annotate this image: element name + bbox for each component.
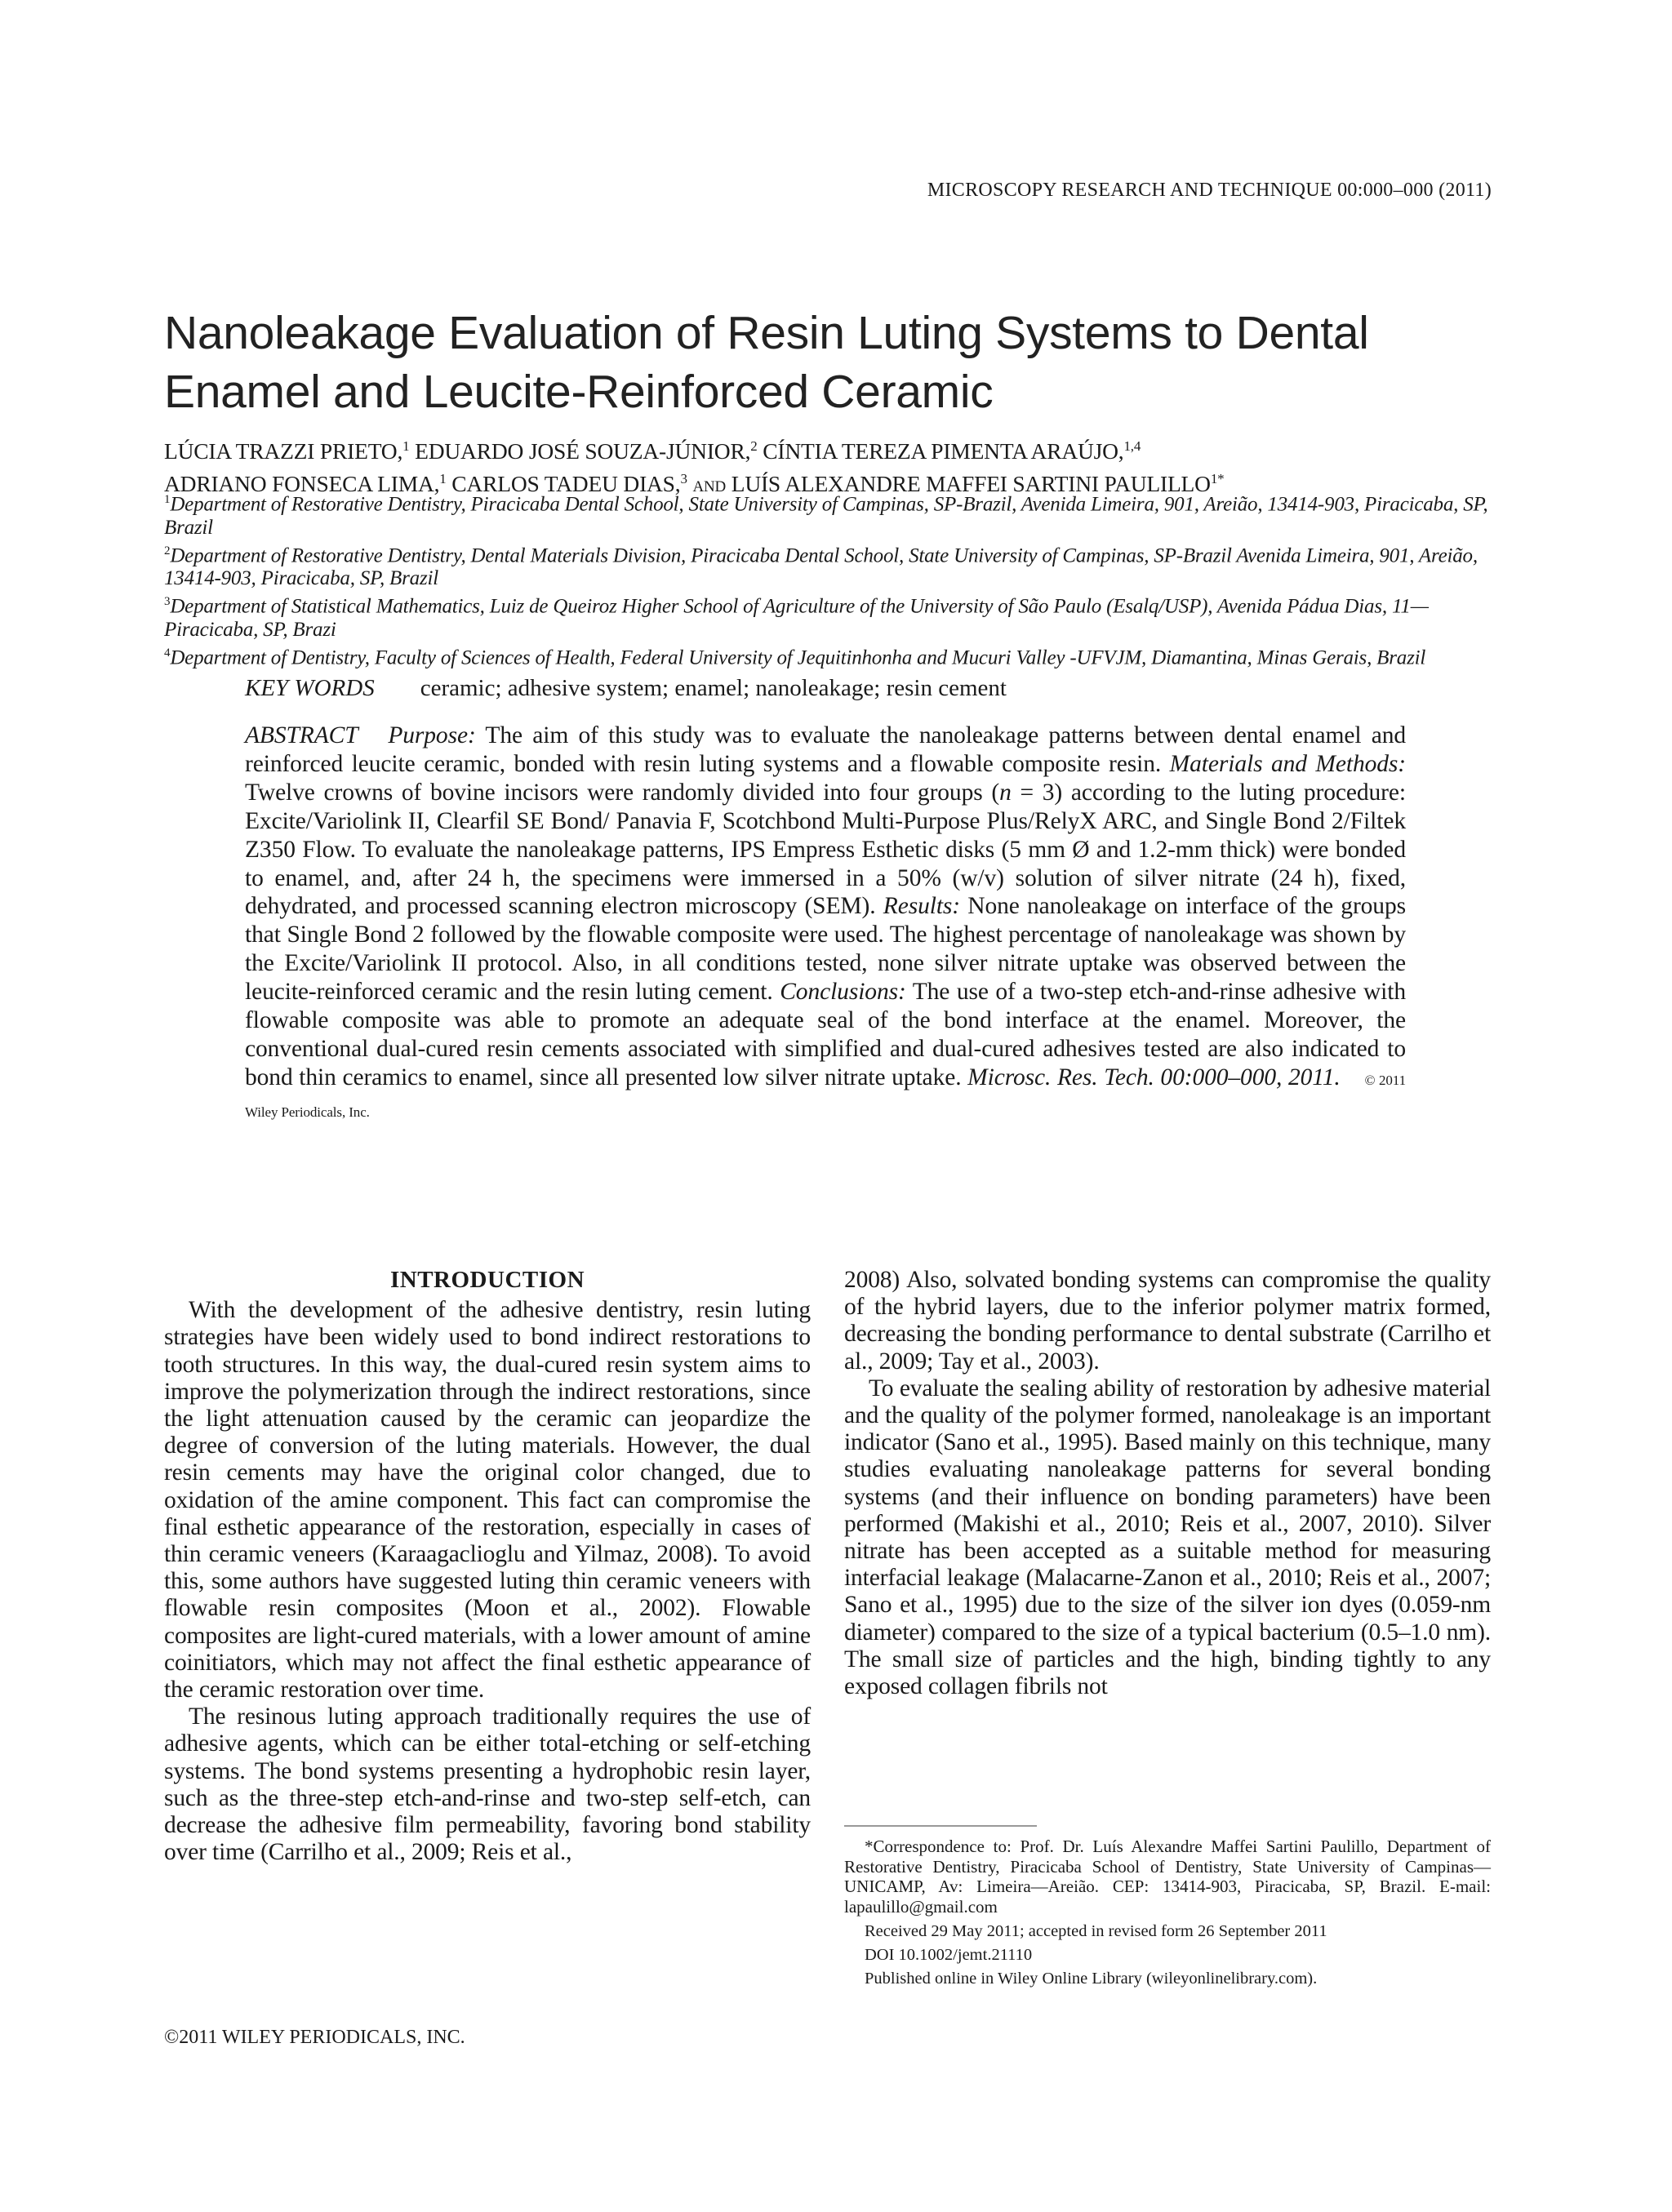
affiliation-text: Department of Dentistry, Faculty of Sciences of Health, Federal University of Jequitinhonha and Mucuri Valley -UFVJM, Diamantina, Minas Gerais, Brazil bbox=[170, 646, 1426, 669]
footnote bbox=[844, 1837, 1491, 1991]
affiliation-number: 4 bbox=[164, 646, 171, 660]
author-affiliation-mark: 1 bbox=[402, 438, 410, 454]
abstract-label: ABSTRACT bbox=[245, 722, 358, 748]
correspondence: *Correspondence to: Prof. Dr. Luís Alexandre Maffei Sartini Paulillo, Department of Restorative Dentistry, Piracicaba School of Dentistry, State University of Campinas—UNICAMP, Av: Limeira—Areião. CEP: 13414-903, Piracicaba, SP, Brazil. E-mail: lapaulillo@gmail.com bbox=[844, 1837, 1491, 1917]
article-title: Nanoleakage Evaluation of Resin Luting Systems to Dental Enamel and Leucite-Reinforced Ceramic bbox=[164, 307, 1369, 418]
right-column bbox=[844, 1267, 1491, 1700]
affiliation-number: 3 bbox=[164, 595, 171, 609]
affiliation-text: Department of Restorative Dentistry, Piracicaba Dental School, State University of Campinas, SP-Brazil, Avenida Limeira, 901, Areião, 13414-903, Piracicaba, SP, Brazil bbox=[164, 493, 1488, 539]
paragraph: The resinous luting approach traditionally requires the use of adhesive agents, which can be either total-etching or self-etching systems. The bond systems presenting a hydrophobic resin layer, such as the three-step etch-and-rinse and two-step self-etch, can decrease the adhesive film permeability, favoring bond stability over time (Carrilho et al., 2009; Reis et al., bbox=[164, 1703, 811, 1866]
author-affiliation-mark: 1* bbox=[1210, 471, 1225, 487]
paragraph: With the development of the adhesive dentistry, resin luting strategies have been widely used to bond indirect restorations to tooth structures. In this way, the dual-cured resin system aims to improve the polymerization through the indirect restorations, since the light attenuation caused by the ceramic can jeopardize the degree of conversion of the luting materials. However, the dual resin cements may have the original color changed, due to oxidation of the amine component. This fact can compromise the final esthetic appearance of the restoration, especially in cases of thin ceramic veneers (Karaagaclioglu and Yilmaz, 2008). To avoid this, some authors have suggested luting thin ceramic veneers with flowable resin composites (Moon et al., 2002). Flowable composites are light-cured materials, with a lower amount of amine coinitiators, which may not affect the final esthetic appearance of the ceramic restoration over time. bbox=[164, 1297, 811, 1703]
author-affiliation-mark: 1,4 bbox=[1123, 438, 1141, 454]
author-affiliation-mark: 1 bbox=[439, 471, 447, 487]
abstract-purpose: The aim of this study was to evaluate the nanoleakage patterns between dental enamel and reinforced leucite ceramic, bonded with resin luting systems and a flowable composite resin. bbox=[245, 722, 1406, 777]
results-label: Results: bbox=[883, 893, 961, 920]
keywords-text: ceramic; adhesive system; enamel; nanoleakage; resin cement bbox=[420, 675, 1007, 701]
affiliation bbox=[164, 642, 1503, 670]
received-dates: Received 29 May 2011; accepted in revised form 26 September 2011 bbox=[865, 1922, 1327, 1940]
abstract-n-symbol: n bbox=[999, 779, 1012, 806]
authors-and: AND bbox=[692, 478, 727, 496]
author: ADRIANO FONSECA LIMA, bbox=[164, 471, 440, 497]
running-head: MICROSCOPY RESEARCH AND TECHNIQUE 00:000–000 (2011) bbox=[927, 180, 1492, 201]
page-footer-copyright: ©2011 WILEY PERIODICALS, INC. bbox=[164, 2027, 465, 2048]
affiliation-text: Department of Restorative Dentistry, Dental Materials Division, Piracicaba Dental School, State University of Campinas, SP-Brazil Avenida Limeira, 901, Areião, 13414-903, Piracicaba, SP, Brazil bbox=[164, 544, 1478, 590]
abstract-conclusions: The use of a two-step etch-and-rinse adhesive with flowable composite was able to promote an adequate seal of the bond interface at the enamel. Moreover, the conventional dual-cured resin cements associated with simplified and dual-cured adhesives tested are also indicated to bond thin ceramics to enamel, since all presented low silver nitrate uptake. bbox=[245, 979, 1407, 1090]
affiliation bbox=[164, 488, 1503, 540]
author-affiliation-mark: 3 bbox=[680, 471, 687, 487]
affiliations bbox=[164, 488, 1503, 670]
keywords-label: KEY WORDS bbox=[245, 675, 375, 701]
conclusions-label: Conclusions: bbox=[780, 979, 906, 1006]
abstract-methods: = 3) according to the luting procedure: Excite/Variolink II, Clearfil SE Bond/ Panavia F, Scotchbond Multi-Purpose Plus/RelyX ARC, and Single Bond 2/Filtek Z350 Flow. To evaluate the nanoleakage patterns, IPS Empress Esthetic disks (5 mm Ø and 1.2-mm thick) were bonded to enamel, and, after 24 h, the specimens were immersed in a 50% (w/v) solution of silver nitrate (24 h), fixed, dehydrated, and processed scanning electron microscopy (SEM). bbox=[245, 779, 1406, 920]
doi: DOI 10.1002/jemt.21110 bbox=[865, 1946, 1033, 1964]
section-heading: INTRODUCTION bbox=[389, 1267, 585, 1293]
purpose-label: Purpose: bbox=[388, 722, 476, 748]
keywords bbox=[245, 675, 1007, 702]
affiliation-number: 2 bbox=[164, 544, 171, 557]
abstract-methods: Twelve crowns of bovine incisors were randomly divided into four groups ( bbox=[245, 779, 1000, 806]
abstract-copyright: © 2011 Wiley Periodicals, Inc. bbox=[245, 1072, 1406, 1120]
author: CARLOS TADEU DIAS, bbox=[451, 471, 681, 497]
author: CÍNTIA TEREZA PIMENTA ARAÚJO, bbox=[763, 438, 1124, 464]
footnote-divider bbox=[844, 1825, 1037, 1827]
methods-label: Materials and Methods: bbox=[1169, 750, 1406, 777]
author: LUÍS ALEXANDRE MAFFEI SARTINI PAULILLO bbox=[731, 471, 1211, 497]
author: LÚCIA TRAZZI PRIETO, bbox=[164, 438, 403, 464]
author-affiliation-mark: 2 bbox=[750, 438, 758, 454]
affiliation-text: Department of Statistical Mathematics, Luiz de Queiroz Higher School of Agriculture of the University of São Paulo (Esalq/USP), Avenida Pádua Dias, 11—Piracicaba, SP, Brazi bbox=[164, 595, 1429, 641]
left-column bbox=[164, 1267, 811, 1866]
affiliation bbox=[164, 590, 1503, 642]
paragraph: 2008) Also, solvated bonding systems can compromise the quality of the hybrid layers, due to the inferior polymer matrix formed, decreasing the bonding performance to dental substrate (Carrilho et al., 2009; Tay et al., 2003). bbox=[844, 1267, 1491, 1375]
paragraph: To evaluate the sealing ability of restoration by adhesive material and the quality of the polymer formed, nanoleakage is an important indicator (Sano et al., 1995). Based mainly on this technique, many studies evaluating nanoleakage patterns for several bonding systems (and their influence on bonding parameters) have been performed (Makishi et al., 2010; Reis et al., 2007, 2010). Silver nitrate has been accepted as a suitable method for measuring interfacial leakage (Malacarne-Zanon et al., 2010; Reis et al., 2007; Sano et al., 1995) due to the size of the silver ion dyes (0.059-nm diameter) compared to the size of a typical bacterium (0.5–1.0 nm). The small size of particles and the high, binding tightly to any exposed collagen fibrils not bbox=[844, 1375, 1491, 1700]
author: EDUARDO JOSÉ SOUZA-JÚNIOR, bbox=[415, 438, 751, 464]
affiliation-number: 1 bbox=[164, 493, 171, 506]
published-online: Published online in Wiley Online Library (wileyonlinelibrary.com). bbox=[865, 1970, 1318, 1988]
abstract-results: None nanoleakage on interface of the groups that Single Bond 2 followed by the flowable composite were used. The highest percentage of nanoleakage was shown by the Excite/Variolink II protocol. Also, in all conditions tested, none silver nitrate uptake was observed between the leucite-reinforced ceramic and the resin luting cement. bbox=[245, 893, 1406, 1006]
affiliation bbox=[164, 540, 1503, 591]
abstract-citation: Microsc. Res. Tech. 00:000–000, 2011. bbox=[967, 1064, 1341, 1090]
abstract bbox=[245, 722, 1406, 1127]
